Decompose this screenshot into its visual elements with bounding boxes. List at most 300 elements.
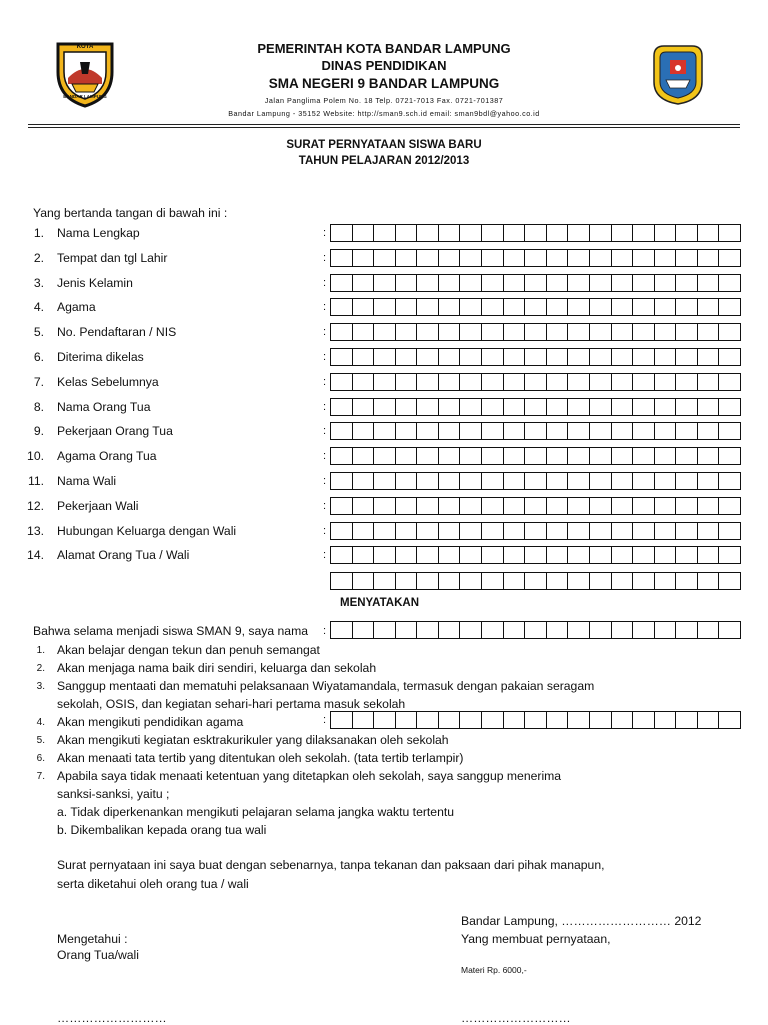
- character-box[interactable]: [612, 224, 634, 242]
- character-box[interactable]: [374, 274, 396, 292]
- character-box[interactable]: [719, 711, 741, 729]
- character-box[interactable]: [698, 298, 720, 316]
- character-box[interactable]: [655, 497, 677, 515]
- character-box[interactable]: [439, 249, 461, 267]
- character-box[interactable]: [655, 546, 677, 564]
- character-box[interactable]: [633, 323, 655, 341]
- character-box[interactable]: [633, 249, 655, 267]
- character-box[interactable]: [719, 546, 741, 564]
- character-box[interactable]: [353, 348, 375, 366]
- character-box[interactable]: [504, 274, 526, 292]
- character-box[interactable]: [525, 422, 547, 440]
- character-box[interactable]: [633, 621, 655, 639]
- character-box[interactable]: [612, 323, 634, 341]
- character-box[interactable]: [439, 497, 461, 515]
- character-box[interactable]: [460, 348, 482, 366]
- character-box[interactable]: [676, 323, 698, 341]
- character-box[interactable]: [525, 249, 547, 267]
- character-box[interactable]: [676, 298, 698, 316]
- character-box[interactable]: [374, 621, 396, 639]
- field-input-boxes[interactable]: [330, 447, 741, 465]
- character-box[interactable]: [612, 298, 634, 316]
- field-input-boxes[interactable]: [330, 472, 741, 490]
- character-box[interactable]: [504, 422, 526, 440]
- character-box[interactable]: [525, 711, 547, 729]
- character-box[interactable]: [676, 621, 698, 639]
- character-box[interactable]: [590, 472, 612, 490]
- character-box[interactable]: [612, 447, 634, 465]
- character-box[interactable]: [331, 249, 353, 267]
- character-box[interactable]: [460, 398, 482, 416]
- character-box[interactable]: [633, 711, 655, 729]
- character-box[interactable]: [590, 711, 612, 729]
- character-box[interactable]: [504, 522, 526, 540]
- character-box[interactable]: [504, 224, 526, 242]
- character-box[interactable]: [698, 398, 720, 416]
- character-box[interactable]: [698, 348, 720, 366]
- character-box[interactable]: [719, 249, 741, 267]
- field-input-boxes[interactable]: [330, 298, 741, 316]
- character-box[interactable]: [417, 373, 439, 391]
- character-box[interactable]: [633, 522, 655, 540]
- character-box[interactable]: [417, 522, 439, 540]
- character-box[interactable]: [612, 711, 634, 729]
- character-box[interactable]: [353, 249, 375, 267]
- character-box[interactable]: [504, 447, 526, 465]
- character-box[interactable]: [460, 224, 482, 242]
- character-box[interactable]: [439, 373, 461, 391]
- character-box[interactable]: [719, 274, 741, 292]
- character-box[interactable]: [525, 522, 547, 540]
- character-box[interactable]: [633, 348, 655, 366]
- field-input-boxes[interactable]: [330, 398, 741, 416]
- character-box[interactable]: [417, 422, 439, 440]
- character-box[interactable]: [655, 274, 677, 292]
- character-box[interactable]: [396, 274, 418, 292]
- character-box[interactable]: [612, 572, 634, 590]
- character-box[interactable]: [698, 572, 720, 590]
- character-box[interactable]: [698, 274, 720, 292]
- character-box[interactable]: [633, 274, 655, 292]
- character-box[interactable]: [568, 472, 590, 490]
- character-box[interactable]: [417, 711, 439, 729]
- character-box[interactable]: [396, 398, 418, 416]
- character-box[interactable]: [655, 447, 677, 465]
- character-box[interactable]: [439, 711, 461, 729]
- character-box[interactable]: [417, 497, 439, 515]
- character-box[interactable]: [547, 323, 569, 341]
- character-box[interactable]: [655, 348, 677, 366]
- character-box[interactable]: [482, 373, 504, 391]
- character-box[interactable]: [612, 497, 634, 515]
- character-box[interactable]: [655, 249, 677, 267]
- character-box[interactable]: [590, 546, 612, 564]
- character-box[interactable]: [353, 447, 375, 465]
- character-box[interactable]: [698, 546, 720, 564]
- character-box[interactable]: [568, 621, 590, 639]
- character-box[interactable]: [417, 621, 439, 639]
- character-box[interactable]: [719, 447, 741, 465]
- character-box[interactable]: [547, 711, 569, 729]
- character-box[interactable]: [655, 621, 677, 639]
- character-box[interactable]: [417, 447, 439, 465]
- character-box[interactable]: [590, 323, 612, 341]
- character-box[interactable]: [568, 497, 590, 515]
- character-box[interactable]: [547, 621, 569, 639]
- character-box[interactable]: [547, 572, 569, 590]
- character-box[interactable]: [374, 224, 396, 242]
- character-box[interactable]: [374, 249, 396, 267]
- student-signature-line[interactable]: ………………………: [461, 1011, 571, 1025]
- character-box[interactable]: [504, 497, 526, 515]
- character-box[interactable]: [396, 348, 418, 366]
- character-box[interactable]: [396, 522, 418, 540]
- character-box[interactable]: [374, 546, 396, 564]
- character-box[interactable]: [396, 298, 418, 316]
- character-box[interactable]: [331, 398, 353, 416]
- character-box[interactable]: [374, 572, 396, 590]
- character-box[interactable]: [396, 711, 418, 729]
- field-input-boxes[interactable]: [330, 348, 741, 366]
- character-box[interactable]: [612, 348, 634, 366]
- character-box[interactable]: [719, 323, 741, 341]
- character-box[interactable]: [353, 546, 375, 564]
- character-box[interactable]: [482, 323, 504, 341]
- character-box[interactable]: [525, 274, 547, 292]
- character-box[interactable]: [353, 422, 375, 440]
- character-box[interactable]: [590, 373, 612, 391]
- character-box[interactable]: [525, 323, 547, 341]
- character-box[interactable]: [568, 447, 590, 465]
- character-box[interactable]: [633, 298, 655, 316]
- character-box[interactable]: [698, 497, 720, 515]
- character-box[interactable]: [612, 422, 634, 440]
- character-box[interactable]: [633, 546, 655, 564]
- character-box[interactable]: [504, 472, 526, 490]
- character-box[interactable]: [439, 398, 461, 416]
- character-box[interactable]: [331, 572, 353, 590]
- character-box[interactable]: [568, 298, 590, 316]
- character-box[interactable]: [482, 224, 504, 242]
- character-box[interactable]: [568, 522, 590, 540]
- character-box[interactable]: [676, 224, 698, 242]
- character-box[interactable]: [439, 348, 461, 366]
- character-box[interactable]: [525, 447, 547, 465]
- field-input-boxes[interactable]: [330, 497, 741, 515]
- character-box[interactable]: [568, 249, 590, 267]
- character-box[interactable]: [568, 422, 590, 440]
- character-box[interactable]: [396, 472, 418, 490]
- character-box[interactable]: [482, 298, 504, 316]
- character-box[interactable]: [547, 447, 569, 465]
- parent-signature-line[interactable]: ………………………: [57, 1011, 167, 1025]
- character-box[interactable]: [719, 572, 741, 590]
- character-box[interactable]: [525, 373, 547, 391]
- character-box[interactable]: [612, 621, 634, 639]
- character-box[interactable]: [655, 298, 677, 316]
- character-box[interactable]: [719, 298, 741, 316]
- character-box[interactable]: [417, 572, 439, 590]
- character-box[interactable]: [504, 572, 526, 590]
- character-box[interactable]: [504, 398, 526, 416]
- character-box[interactable]: [374, 298, 396, 316]
- character-box[interactable]: [439, 621, 461, 639]
- character-box[interactable]: [396, 373, 418, 391]
- character-box[interactable]: [331, 711, 353, 729]
- character-box[interactable]: [590, 621, 612, 639]
- character-box[interactable]: [568, 572, 590, 590]
- character-box[interactable]: [504, 298, 526, 316]
- character-box[interactable]: [460, 447, 482, 465]
- character-box[interactable]: [353, 472, 375, 490]
- character-box[interactable]: [698, 249, 720, 267]
- character-box[interactable]: [396, 249, 418, 267]
- character-box[interactable]: [439, 522, 461, 540]
- character-box[interactable]: [698, 323, 720, 341]
- character-box[interactable]: [612, 472, 634, 490]
- character-box[interactable]: [460, 422, 482, 440]
- religion-boxes[interactable]: [330, 711, 741, 729]
- character-box[interactable]: [698, 422, 720, 440]
- character-box[interactable]: [482, 522, 504, 540]
- character-box[interactable]: [353, 373, 375, 391]
- character-box[interactable]: [547, 298, 569, 316]
- character-box[interactable]: [547, 274, 569, 292]
- character-box[interactable]: [719, 398, 741, 416]
- character-box[interactable]: [655, 422, 677, 440]
- character-box[interactable]: [698, 224, 720, 242]
- character-box[interactable]: [504, 621, 526, 639]
- character-box[interactable]: [547, 348, 569, 366]
- character-box[interactable]: [525, 398, 547, 416]
- character-box[interactable]: [547, 546, 569, 564]
- character-box[interactable]: [676, 373, 698, 391]
- character-box[interactable]: [547, 522, 569, 540]
- character-box[interactable]: [460, 546, 482, 564]
- character-box[interactable]: [374, 472, 396, 490]
- character-box[interactable]: [439, 323, 461, 341]
- character-box[interactable]: [676, 546, 698, 564]
- character-box[interactable]: [331, 621, 353, 639]
- character-box[interactable]: [547, 224, 569, 242]
- character-box[interactable]: [633, 472, 655, 490]
- character-box[interactable]: [633, 447, 655, 465]
- character-box[interactable]: [374, 398, 396, 416]
- character-box[interactable]: [439, 422, 461, 440]
- character-box[interactable]: [612, 274, 634, 292]
- character-box[interactable]: [417, 546, 439, 564]
- character-box[interactable]: [439, 224, 461, 242]
- character-box[interactable]: [353, 398, 375, 416]
- character-box[interactable]: [417, 323, 439, 341]
- character-box[interactable]: [353, 298, 375, 316]
- character-box[interactable]: [396, 224, 418, 242]
- character-box[interactable]: [612, 546, 634, 564]
- character-box[interactable]: [482, 249, 504, 267]
- character-box[interactable]: [547, 472, 569, 490]
- character-box[interactable]: [331, 497, 353, 515]
- character-box[interactable]: [698, 447, 720, 465]
- character-box[interactable]: [676, 522, 698, 540]
- character-box[interactable]: [331, 224, 353, 242]
- character-box[interactable]: [655, 522, 677, 540]
- character-box[interactable]: [396, 621, 418, 639]
- character-box[interactable]: [719, 422, 741, 440]
- character-box[interactable]: [460, 373, 482, 391]
- character-box[interactable]: [676, 472, 698, 490]
- character-box[interactable]: [655, 472, 677, 490]
- character-box[interactable]: [331, 522, 353, 540]
- field-input-boxes[interactable]: [330, 522, 741, 540]
- character-box[interactable]: [590, 348, 612, 366]
- character-box[interactable]: [525, 472, 547, 490]
- character-box[interactable]: [590, 422, 612, 440]
- character-box[interactable]: [417, 472, 439, 490]
- character-box[interactable]: [417, 348, 439, 366]
- character-box[interactable]: [417, 298, 439, 316]
- character-box[interactable]: [698, 472, 720, 490]
- character-box[interactable]: [482, 447, 504, 465]
- character-box[interactable]: [460, 621, 482, 639]
- character-box[interactable]: [719, 472, 741, 490]
- character-box[interactable]: [439, 274, 461, 292]
- character-box[interactable]: [525, 298, 547, 316]
- character-box[interactable]: [547, 373, 569, 391]
- character-box[interactable]: [504, 323, 526, 341]
- character-box[interactable]: [590, 398, 612, 416]
- character-box[interactable]: [590, 522, 612, 540]
- character-box[interactable]: [460, 323, 482, 341]
- character-box[interactable]: [547, 398, 569, 416]
- character-box[interactable]: [590, 224, 612, 242]
- field-input-boxes[interactable]: [330, 249, 741, 267]
- character-box[interactable]: [396, 546, 418, 564]
- character-box[interactable]: [331, 323, 353, 341]
- character-box[interactable]: [460, 274, 482, 292]
- character-box[interactable]: [655, 224, 677, 242]
- character-box[interactable]: [374, 373, 396, 391]
- field-input-boxes[interactable]: [330, 422, 741, 440]
- character-box[interactable]: [525, 572, 547, 590]
- character-box[interactable]: [439, 447, 461, 465]
- character-box[interactable]: [676, 249, 698, 267]
- character-box[interactable]: [460, 572, 482, 590]
- character-box[interactable]: [633, 497, 655, 515]
- character-box[interactable]: [633, 224, 655, 242]
- character-box[interactable]: [439, 298, 461, 316]
- character-box[interactable]: [547, 422, 569, 440]
- character-box[interactable]: [460, 472, 482, 490]
- character-box[interactable]: [482, 546, 504, 564]
- character-box[interactable]: [568, 373, 590, 391]
- character-box[interactable]: [482, 398, 504, 416]
- character-box[interactable]: [482, 621, 504, 639]
- character-box[interactable]: [676, 447, 698, 465]
- character-box[interactable]: [417, 398, 439, 416]
- character-box[interactable]: [353, 497, 375, 515]
- character-box[interactable]: [374, 522, 396, 540]
- character-box[interactable]: [482, 497, 504, 515]
- character-box[interactable]: [547, 497, 569, 515]
- character-box[interactable]: [353, 621, 375, 639]
- character-box[interactable]: [590, 447, 612, 465]
- character-box[interactable]: [590, 572, 612, 590]
- character-box[interactable]: [482, 711, 504, 729]
- character-box[interactable]: [612, 398, 634, 416]
- character-box[interactable]: [417, 274, 439, 292]
- character-box[interactable]: [568, 398, 590, 416]
- character-box[interactable]: [655, 572, 677, 590]
- character-box[interactable]: [676, 497, 698, 515]
- character-box[interactable]: [633, 398, 655, 416]
- character-box[interactable]: [612, 373, 634, 391]
- character-box[interactable]: [568, 323, 590, 341]
- field-input-boxes[interactable]: [330, 274, 741, 292]
- character-box[interactable]: [396, 323, 418, 341]
- character-box[interactable]: [374, 422, 396, 440]
- character-box[interactable]: [719, 224, 741, 242]
- character-box[interactable]: [504, 711, 526, 729]
- character-box[interactable]: [590, 298, 612, 316]
- character-box[interactable]: [353, 323, 375, 341]
- character-box[interactable]: [396, 422, 418, 440]
- character-box[interactable]: [568, 546, 590, 564]
- address-extra-boxes[interactable]: [330, 572, 741, 590]
- character-box[interactable]: [331, 447, 353, 465]
- character-box[interactable]: [719, 348, 741, 366]
- character-box[interactable]: [698, 373, 720, 391]
- character-box[interactable]: [460, 298, 482, 316]
- character-box[interactable]: [719, 373, 741, 391]
- character-box[interactable]: [353, 522, 375, 540]
- character-box[interactable]: [612, 249, 634, 267]
- character-box[interactable]: [504, 546, 526, 564]
- character-box[interactable]: [525, 497, 547, 515]
- character-box[interactable]: [633, 422, 655, 440]
- character-box[interactable]: [374, 711, 396, 729]
- character-box[interactable]: [655, 373, 677, 391]
- character-box[interactable]: [439, 546, 461, 564]
- field-input-boxes[interactable]: [330, 224, 741, 242]
- declaration-name-boxes[interactable]: [330, 621, 741, 639]
- character-box[interactable]: [460, 249, 482, 267]
- character-box[interactable]: [698, 621, 720, 639]
- character-box[interactable]: [676, 422, 698, 440]
- character-box[interactable]: [719, 522, 741, 540]
- character-box[interactable]: [676, 348, 698, 366]
- character-box[interactable]: [331, 298, 353, 316]
- character-box[interactable]: [698, 711, 720, 729]
- character-box[interactable]: [568, 711, 590, 729]
- character-box[interactable]: [396, 572, 418, 590]
- character-box[interactable]: [331, 348, 353, 366]
- character-box[interactable]: [525, 224, 547, 242]
- character-box[interactable]: [504, 249, 526, 267]
- field-input-boxes[interactable]: [330, 373, 741, 391]
- character-box[interactable]: [460, 522, 482, 540]
- character-box[interactable]: [525, 546, 547, 564]
- character-box[interactable]: [331, 373, 353, 391]
- character-box[interactable]: [439, 572, 461, 590]
- character-box[interactable]: [460, 711, 482, 729]
- character-box[interactable]: [655, 711, 677, 729]
- character-box[interactable]: [568, 224, 590, 242]
- character-box[interactable]: [417, 224, 439, 242]
- character-box[interactable]: [353, 711, 375, 729]
- character-box[interactable]: [482, 348, 504, 366]
- character-box[interactable]: [417, 249, 439, 267]
- character-box[interactable]: [590, 497, 612, 515]
